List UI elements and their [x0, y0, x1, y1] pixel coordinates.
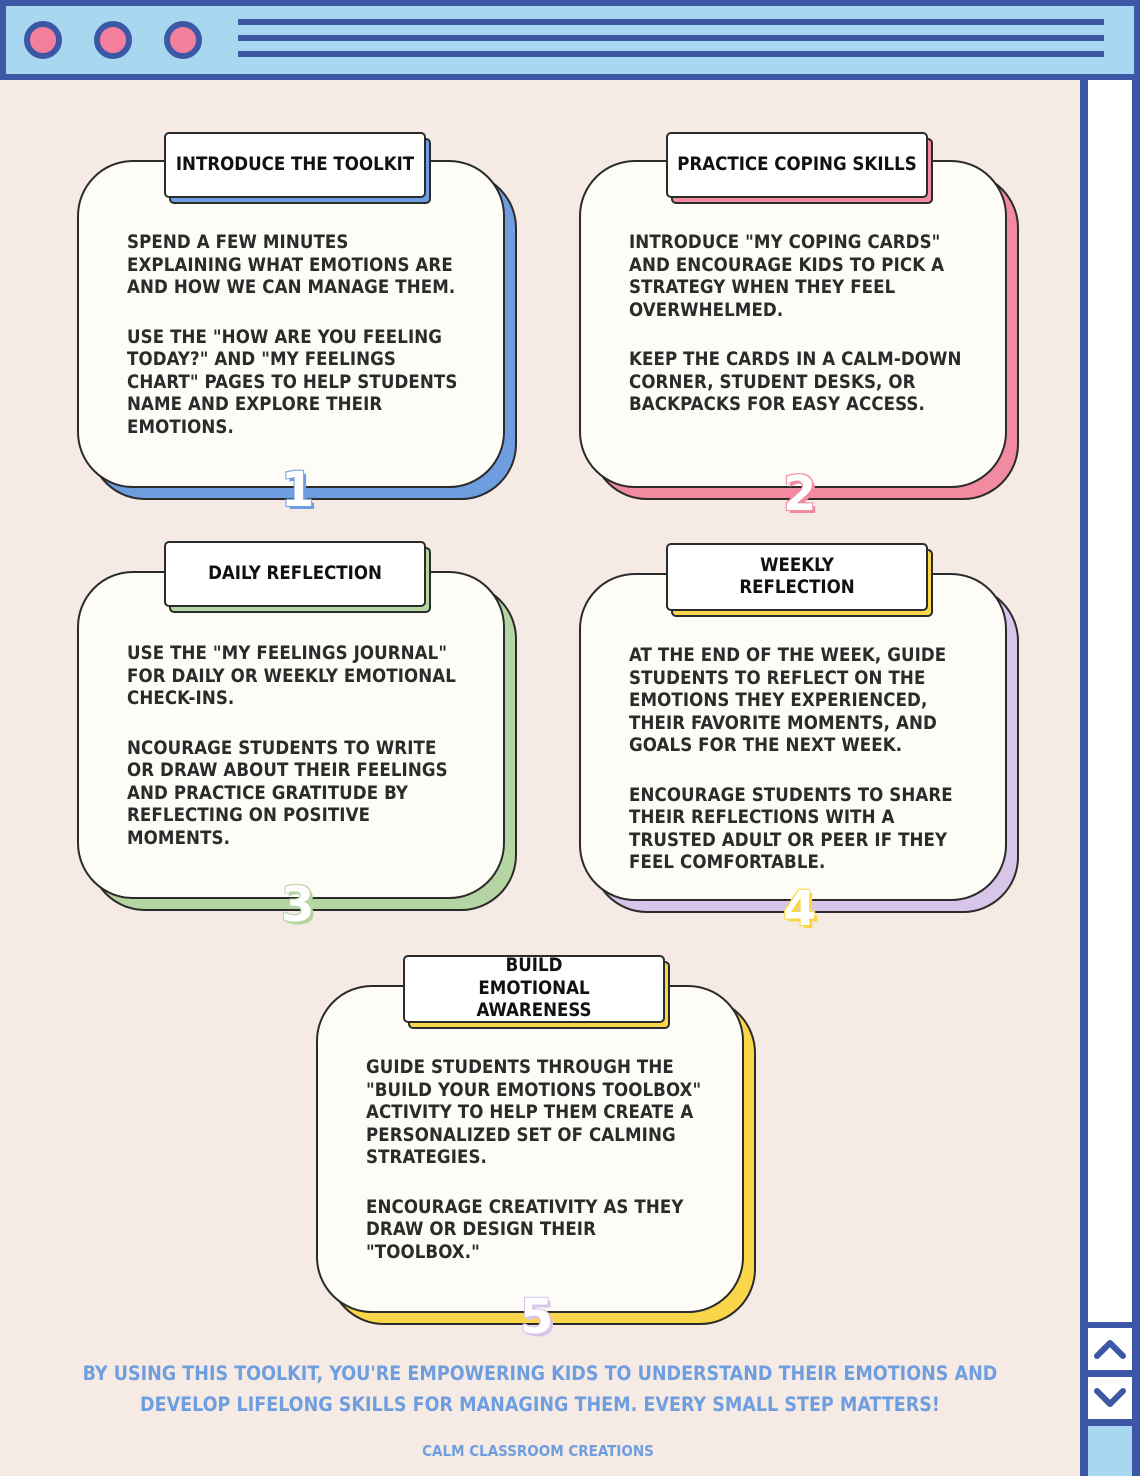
title-bar-stripe — [238, 19, 1104, 25]
card-text — [366, 1057, 702, 1291]
card-body — [579, 160, 1007, 488]
vertical-scrollbar[interactable] — [1080, 80, 1140, 1476]
card-title-tag — [403, 955, 665, 1023]
card-title-tag — [666, 132, 928, 198]
window-control-circle-icon[interactable] — [24, 21, 62, 59]
closing-message: BY USING THIS TOOLKIT, YOU'RE EMPOWERING KIDS TO UNDERSTAND THEIR EMOTIONS AND DEVELOP LIFELONG SKILLS FOR MANAGING THEM. EVERY SMALL STEP MATTERS! — [82, 1362, 998, 1416]
card-text — [629, 645, 965, 902]
card-paragraph: INTRODUCE "MY COPING CARDS" AND ENCOURAGE KIDS TO PICK A STRATEGY WHEN THEY FEEL OVERWHELMED. — [629, 232, 945, 321]
step-card-1 — [77, 153, 505, 518]
step-number: 4 — [783, 881, 817, 937]
card-body — [77, 160, 505, 488]
card-title: PRACTICE COPING SKILLS — [666, 132, 928, 198]
step-number: 5 — [520, 1289, 554, 1345]
card-text — [629, 232, 965, 444]
step-number: 2 — [783, 466, 817, 522]
step-card-5 — [316, 955, 744, 1345]
card-paragraph: ENCOURAGE STUDENTS TO SHARE THEIR REFLECTIONS WITH A TRUSTED ADULT OR PEER IF THEY FEEL COMFORTABLE. — [629, 784, 953, 873]
scroll-down-button[interactable] — [1088, 1377, 1132, 1419]
card-paragraph: SPEND A FEW MINUTES EXPLAINING WHAT EMOTIONS ARE AND HOW WE CAN MANAGE THEM. — [127, 232, 456, 298]
title-bar-stripe — [238, 35, 1104, 41]
step-number: 1 — [281, 462, 315, 518]
card-body — [77, 571, 505, 899]
card-body — [579, 573, 1007, 901]
card-title: WEEKLY REFLECTION — [666, 543, 928, 611]
card-title: INTRODUCE THE TOOLKIT — [164, 132, 426, 198]
card-paragraph: USE THE "HOW ARE YOU FEELING TODAY?" AND "MY FEELINGS CHART" PAGES TO HELP STUDENTS NAME AND EXPLORE THEIR EMOTIONS. — [127, 326, 458, 438]
brand-name: CALM CLASSROOM CREATIONS — [422, 1442, 654, 1460]
step-number: 3 — [281, 877, 315, 933]
scroll-track[interactable] — [1088, 80, 1132, 1322]
scroll-thumb[interactable] — [1088, 1426, 1132, 1476]
card-body — [316, 985, 744, 1313]
card-paragraph: GUIDE STUDENTS THROUGH THE "BUILD YOUR EMOTIONS TOOLBOX" ACTIVITY TO HELP THEM CREATE A PERSONALIZED SET OF CALMING STRATEGIES. — [366, 1057, 702, 1168]
card-paragraph: AT THE END OF THE WEEK, GUIDE STUDENTS TO REFLECT ON THE EMOTIONS THEY EXPERIENCED, THEIR FAVORITE MOMENTS, AND GOALS FOR THE NEXT WEEK. — [629, 645, 947, 756]
card-paragraph: NCOURAGE STUDENTS TO WRITE OR DRAW ABOUT THEIR FEELINGS AND PRACTICE GRATITUDE BY REFLECTING ON POSITIVE MOMENTS. — [127, 737, 448, 849]
window-control-circle-icon[interactable] — [164, 21, 202, 59]
card-title-tag — [164, 541, 426, 607]
card-text — [127, 643, 463, 877]
window-control-circle-icon[interactable] — [94, 21, 132, 59]
card-text — [127, 232, 463, 466]
card-title-tag — [164, 132, 426, 198]
card-title: BUILD EMOTIONAL AWARENESS — [403, 955, 665, 1023]
card-paragraph: ENCOURAGE CREATIVITY AS THEY DRAW OR DESIGN THEIR "TOOLBOX." — [366, 1196, 684, 1263]
card-paragraph: USE THE "MY FEELINGS JOURNAL" FOR DAILY OR WEEKLY EMOTIONAL CHECK-INS. — [127, 643, 456, 709]
window-title-bar — [0, 0, 1140, 80]
step-card-3 — [77, 562, 505, 933]
card-title-tag — [666, 543, 928, 611]
chevron-up-icon — [1093, 1338, 1127, 1360]
step-card-4 — [579, 554, 1007, 937]
title-bar-stripe — [238, 51, 1104, 57]
scroll-up-button[interactable] — [1088, 1328, 1132, 1370]
chevron-down-icon — [1093, 1387, 1127, 1409]
card-paragraph: KEEP THE CARDS IN A CALM-DOWN CORNER, STUDENT DESKS, OR BACKPACKS FOR EASY ACCESS. — [629, 349, 962, 415]
step-card-2 — [579, 153, 1007, 522]
card-title: DAILY REFLECTION — [164, 541, 426, 607]
